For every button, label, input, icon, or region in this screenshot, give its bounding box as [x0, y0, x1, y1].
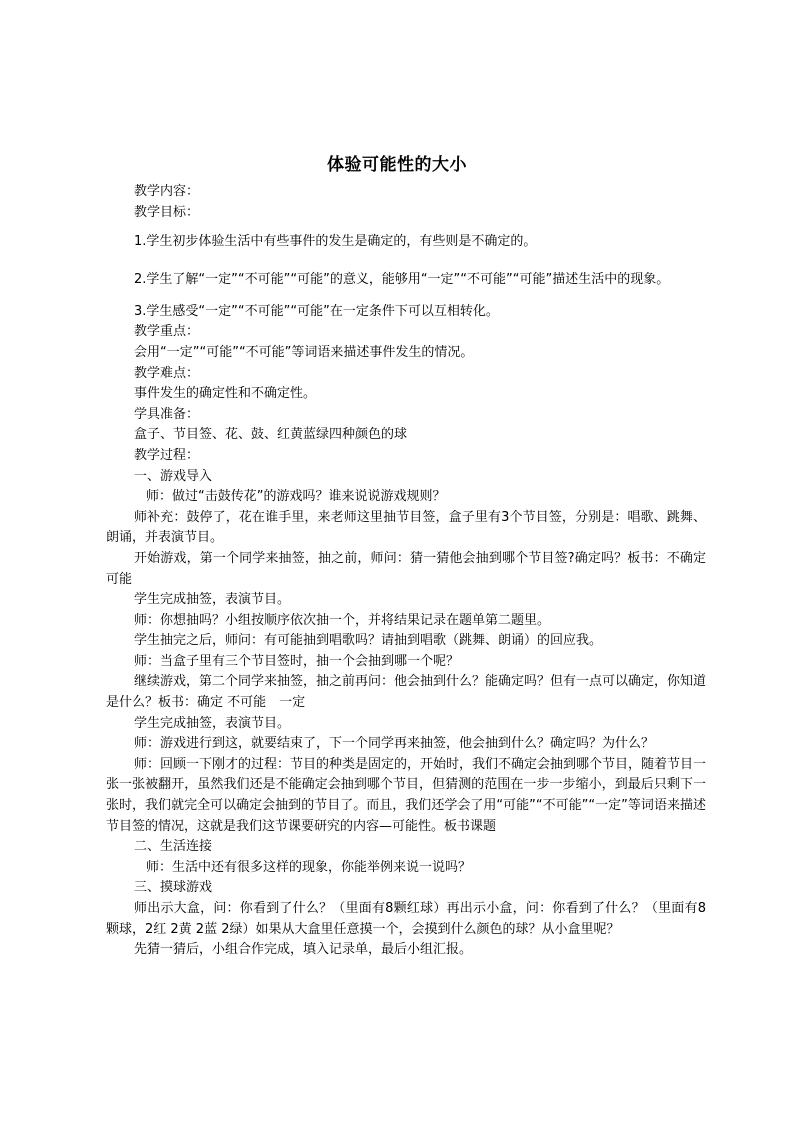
paragraph-goal-1: 1.学生初步体验生活中有些事件的发生是确定的，有些则是不确定的。 [134, 234, 537, 250]
paragraph-materials-heading: 学具准备： [134, 406, 200, 422]
paragraph-student-draw-2: 学生完成抽签，表演节目。 [134, 715, 291, 731]
paragraph-teacher-supplement: 师补充：鼓停了，花在谁手里，来老师这里抽节目签，盒子里有3个节目签，分别是：唱歌、跳舞、朗诵，并表演节目。 [106, 509, 706, 546]
paragraph-section-1-heading: 一、游戏导入 [134, 468, 213, 484]
paragraph-game-start: 开始游戏，第一个同学来抽签，抽之前，师问：猜一猜他会抽到哪个节目签?确定吗？板书：不确定 可能 [106, 550, 720, 587]
paragraph-difficulty-heading: 教学难点： [134, 365, 200, 381]
paragraph-section-2-heading: 二、生活连接 [134, 839, 213, 855]
paragraph-teaching-goals: 教学目标： [134, 204, 200, 220]
paragraph-teacher-question-6: 师：生活中还有很多这样的现象，你能举例来说一说吗？ [146, 859, 472, 875]
paragraph-teaching-content: 教学内容： [134, 184, 200, 199]
paragraph-materials: 盒子、节目签、花、鼓、红黄蓝绿四种颜色的球 [134, 427, 408, 443]
paragraph-section-3-heading: 三、摸球游戏 [134, 880, 213, 896]
paragraph-group-work: 先猜一猜后，小组合作完成，填入记录单，最后小组汇报。 [134, 942, 473, 958]
paragraph-box-demo: 师出示大盒，问：你看到了什么？（里面有8颗红球）再出示小盒，问：你看到了什么？（里面有8颗球，2红 2黄 2蓝 2绿）如果从大盒里任意摸一个，会摸到什么颜色的球？从小盒里呢？ [106, 901, 706, 937]
paragraph-teacher-question-2: 师：你想抽吗？小组按顺序依次抽一个，并将结果记录在题单第二题里。 [134, 612, 551, 628]
paragraph-game-continue: 继续游戏，第二个同学来抽签，抽之前再问：他会抽到什么？能确定吗？但有一点可以确定，你知道是什么？板书：确定 不可能 一定 [106, 674, 707, 711]
paragraph-teacher-question-1: 师：做过“击鼓传花”的游戏吗？谁来说说游戏规则？ [146, 489, 446, 505]
paragraph-difficulty: 事件发生的确定性和不确定性。 [134, 386, 317, 402]
paragraph-teacher-question-5: 师：游戏进行到这，就要结束了，下一个同学再来抽签，他会抽到什么？确定吗？为什么？ [134, 736, 655, 752]
document-title: 体验可能性的大小 [327, 155, 467, 175]
paragraph-student-draw-1: 学生完成抽签，表演节目。 [134, 592, 291, 608]
document-body [106, 182, 720, 961]
paragraph-teacher-review: 师：回顾一下刚才的过程：节目的种类是固定的，开始时，我们不确定会抽到哪个节目，随着节目一张一张被翻开，虽然我们还是不能确定会抽到哪个节目，但猜测的范围在一步一步缩小，到最后只剩下一张时，我们就完全可以确定会抽到的节目了。而且，我们还学会了用“可能”“不可能”“一定”等词语来描述节目签的情况，这就是我们这节课要研究的内容—可能性。板书课题 [106, 756, 707, 834]
paragraph-key-point-heading: 教学重点： [134, 324, 200, 340]
paragraph-goal-3: 3.学生感受“一定”“不可能”“可能”在一定条件下可以互相转化。 [134, 303, 499, 319]
paragraph-key-point: 会用“一定”“可能”“不可能”等词语来描述事件发生的情况。 [134, 344, 474, 360]
paragraph-process-heading: 教学过程： [134, 447, 200, 463]
paragraph-goal-2: 2.学生了解“一定”“不可能”“可能”的意义，能够用“一定”“不可能”“可能”描述生活中的现象。 [134, 271, 670, 287]
paragraph-teacher-question-4: 师：当盒子里有三个节目签时，抽一个会抽到哪一个呢？ [134, 653, 460, 669]
paragraph-teacher-question-3: 学生抽完之后，师问：有可能抽到唱歌吗？请抽到唱歌（跳舞、朗诵）的回应我。 [134, 633, 603, 649]
